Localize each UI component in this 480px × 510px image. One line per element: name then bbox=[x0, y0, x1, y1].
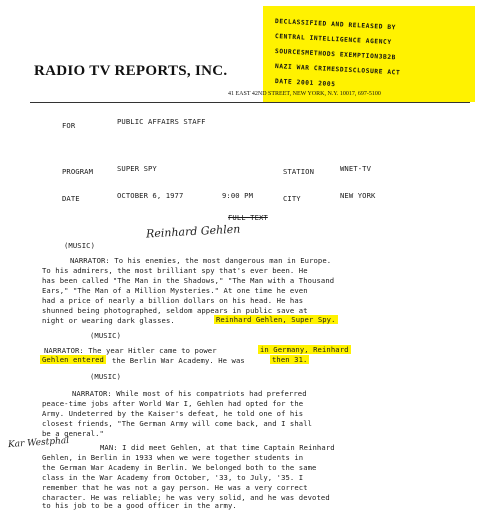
music-cue: (MUSIC) bbox=[64, 241, 95, 250]
transcript-line: peace-time jobs after World War I, Gehlen had opted for the bbox=[42, 399, 304, 408]
transcript-line: the Berlin War Academy. He was bbox=[112, 356, 245, 365]
header-rule bbox=[30, 102, 470, 103]
for-value: PUBLIC AFFAIRS STAFF bbox=[117, 117, 206, 126]
date-value: OCTOBER 6, 1977 bbox=[117, 191, 184, 200]
stamp-line: DECLASSIFIED AND RELEASED BY bbox=[274, 18, 397, 32]
transcript-line: To his admirers, the most brilliant spy that's ever been. He bbox=[42, 266, 308, 275]
transcript-line: character. He was reliable; he was very solid, and he was devoted bbox=[42, 493, 330, 502]
city-value: NEW YORK bbox=[340, 191, 376, 200]
highlighted-text: Gehlen entered bbox=[42, 355, 104, 364]
transcript-line: has been called "The Man in the Shadows," "The Man with a Thousand bbox=[42, 276, 335, 285]
program-label: PROGRAM bbox=[62, 167, 93, 176]
stamp-line: NAZI WAR CRIMESDISCLOSURE ACT bbox=[274, 63, 401, 77]
stamp-line: DATE 2001 2005 bbox=[274, 78, 336, 89]
date-label: DATE bbox=[62, 194, 80, 203]
handwritten-name: Reinhard Gehlen bbox=[145, 222, 241, 241]
transcript-line: Ears," "The Man of a Million Mysteries." At one time he even bbox=[42, 286, 308, 295]
music-cue: (MUSIC) bbox=[90, 331, 121, 340]
transcript-line: closest friends, "The German Army will come back, and I shall bbox=[42, 419, 313, 428]
highlighted-text: in Germany, Reinhard bbox=[260, 345, 349, 354]
transcript-line: NARRATOR: The year Hitler came to power bbox=[44, 346, 217, 355]
transcript-line: NARRATOR: While most of his compatriots had preferred bbox=[72, 389, 307, 398]
handwritten-margin-note: Kar Westphal bbox=[7, 435, 70, 451]
transcript-line: class in the War Academy from October, '33, to July, '35. I bbox=[42, 473, 304, 482]
station-value: WNET-TV bbox=[340, 164, 371, 173]
transcript-line: night or wearing dark glasses. bbox=[42, 316, 175, 325]
transcript-line: shunned being photographed, seldom appears in public save at bbox=[42, 306, 308, 315]
transcript-line: Gehlen, in Berlin in 1933 when we were together students in bbox=[42, 453, 304, 462]
time-value: 9:00 PM bbox=[222, 191, 253, 200]
declassification-stamp bbox=[263, 6, 475, 102]
full-text-heading: FULL TEXT bbox=[228, 213, 268, 222]
transcript-line: NARRATOR: To his enemies, the most dangerous man in Europe. bbox=[70, 256, 332, 265]
city-label: CITY bbox=[283, 194, 301, 203]
station-label: STATION bbox=[283, 167, 314, 176]
music-cue: (MUSIC) bbox=[90, 372, 121, 381]
for-label: FOR bbox=[62, 121, 76, 130]
program-value: SUPER SPY bbox=[117, 164, 157, 173]
stamp-line: CENTRAL INTELLIGENCE AGENCY bbox=[274, 33, 392, 47]
transcript-line: to his job to be a good officer in the army. bbox=[42, 501, 237, 510]
transcript-line: the German War Academy in Berlin. We belonged both to the same bbox=[42, 463, 317, 472]
transcript-line: Army. Undeterred by the Kaiser's defeat, he told one of his bbox=[42, 409, 304, 418]
highlighted-text: Reinhard Gehlen, Super Spy. bbox=[216, 315, 336, 324]
stamp-line: SOURCESMETHODS EXEMPTION3B2B bbox=[274, 48, 397, 62]
company-name: RADIO TV REPORTS, INC. bbox=[34, 63, 228, 79]
transcript-line: be a general." bbox=[42, 429, 104, 438]
company-address: 41 EAST 42ND STREET, NEW YORK, N.Y. 10017, 697-5100 bbox=[228, 91, 381, 97]
transcript-line: MAN: I did meet Gehlen, at that time Captain Reinhard bbox=[100, 443, 335, 452]
highlighted-text: then 31. bbox=[272, 355, 308, 364]
transcript-line: remember that he was not a gay person. He was a very correct bbox=[42, 483, 308, 492]
transcript-line: had a price of nearly a billion dollars on his head. He has bbox=[42, 296, 304, 305]
